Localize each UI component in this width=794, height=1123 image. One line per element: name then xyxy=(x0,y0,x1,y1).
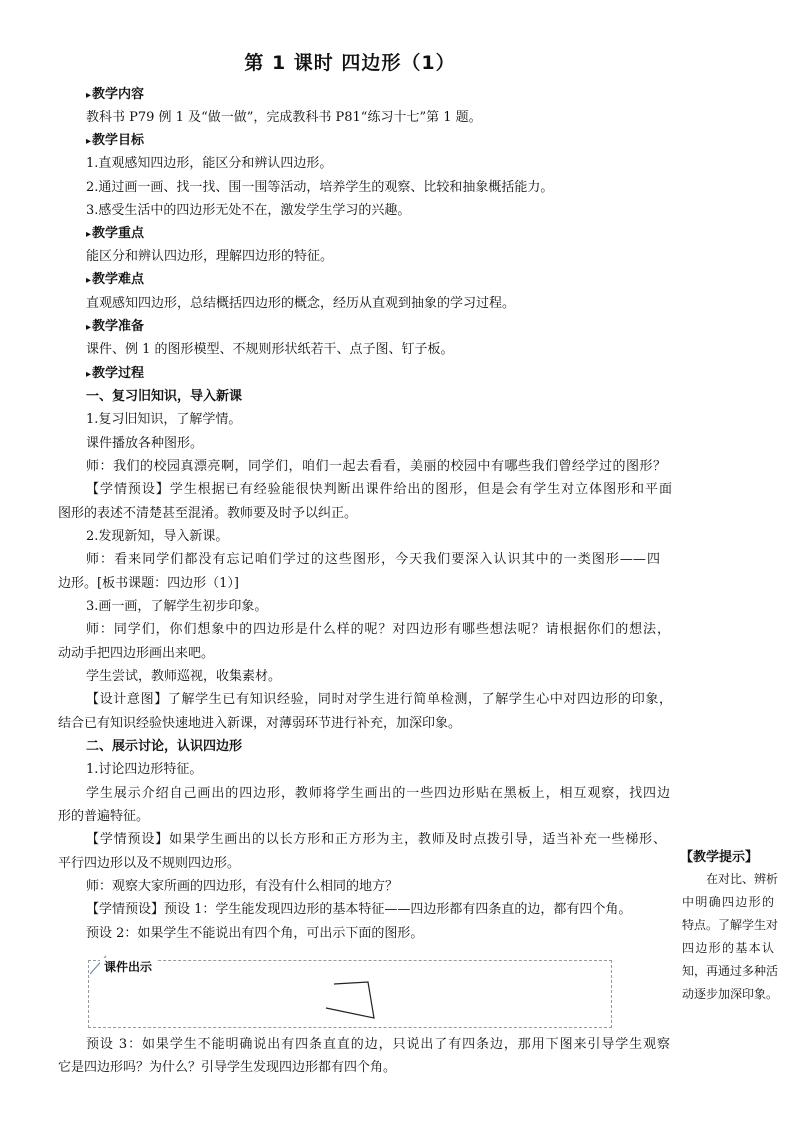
paragraph: 课件播放各种图形。 xyxy=(86,436,204,451)
prep-text: 课件、例 1 的图形模型、不规则形状纸若干、点子图、钉子板。 xyxy=(86,342,454,357)
section-heading-process: ▸ 教学过程 xyxy=(86,366,144,383)
section-heading-prep: ▸ 教学准备 xyxy=(86,319,144,336)
difficulty-text: 直观感知四边形，总结概括四边形的概念，经历从直观到抽象的学习过程。 xyxy=(86,296,516,311)
quadrilateral-figure xyxy=(320,980,376,1020)
paragraph: 学生尝试，教师巡视，收集素材。 xyxy=(86,669,282,684)
process-part-2: 二、展示讨论，认识四边形 xyxy=(86,739,243,754)
paragraph: 【学情预设】如果学生画出的以长方形和正方形为主，教师及时点拨引导，适当补充一些梯形、 xyxy=(86,832,666,847)
section-heading-focus: ▸ 教学重点 xyxy=(86,226,144,243)
paragraph: 边形。[板书课题：四边形（1）] xyxy=(58,576,239,591)
paragraph: 动动手把四边形画出来吧。 xyxy=(58,646,215,661)
paragraph: 【设计意图】了解学生已有知识经验，同时对学生进行简单检测，了解学生心中对四边形的印象， xyxy=(86,692,672,707)
paragraph: 1.复习旧知识，了解学情。 xyxy=(86,412,242,427)
paragraph: 2.发现新知，导入新课。 xyxy=(86,529,229,544)
sidebar-line: 动逐步加深印象。 xyxy=(682,987,779,1001)
paragraph: 图形的表述不清楚甚至混淆。教师要及时予以纠正。 xyxy=(58,506,358,521)
paragraph: 3.画一画，了解学生初步印象。 xyxy=(86,599,268,614)
paragraph: 师：同学们，你们想象中的四边形是什么样的呢？对四边形有哪些想法呢？请根据你们的想法， xyxy=(86,622,670,637)
sidebar-line: 特点。了解学生对 xyxy=(682,918,779,932)
sidebar-line: 知，再通过多种活 xyxy=(682,964,779,978)
paragraph: 预设 3：如果学生不能明确说出有四条直直的边，只说出了有四条边，那用下图来引导学生观察 xyxy=(86,1037,670,1052)
paragraph: 结合已有知识经验快速地进入新课，对薄弱环节进行补充，加深印象。 xyxy=(58,716,462,731)
paragraph: 【学情预设】预设 1：学生能发现四边形的基本特征——四边形都有四条直的边，都有四个角。 xyxy=(86,902,632,917)
focus-text: 能区分和辨认四边形，理解四边形的特征。 xyxy=(86,249,334,264)
paragraph: 形的普遍特征。 xyxy=(58,809,150,824)
sidebar-title: 【教学提示】 xyxy=(680,850,759,865)
paragraph: 师：我们的校园真漂亮啊，同学们，咱们一起去看看，美丽的校园中有哪些我们曾经学过的图形？ xyxy=(86,459,666,474)
paragraph: 平行四边形以及不规则四边形。 xyxy=(58,856,241,871)
paragraph: 1.讨论四边形特征。 xyxy=(86,762,203,777)
content-text: 教科书 P79 例 1 及“做一做”，完成教科书 P81“练习十七”第 1 题。 xyxy=(86,110,482,125)
section-heading-goals: ▸ 教学目标 xyxy=(86,133,144,150)
sidebar-line: 中明确四边形的 xyxy=(682,895,774,909)
section-heading-difficulty: ▸ 教学难点 xyxy=(86,272,144,289)
goal-item: 1.直观感知四边形，能区分和辨认四边形。 xyxy=(86,156,333,171)
paragraph: 它是四边形吗？为什么？引导学生发现四边形都有四个角。 xyxy=(58,1060,397,1075)
lesson-title: 第 1 课时 四边形（1） xyxy=(244,52,456,74)
goal-item: 3.感受生活中的四边形无处不在，激发学生学习的兴趣。 xyxy=(86,203,411,218)
paragraph: 师：观察大家所画的四边形，有没有什么相同的地方？ xyxy=(86,879,399,894)
paragraph: 【学情预设】学生根据已有经验能很快判断出课件给出的图形，但是会有学生对立体图形和平面 xyxy=(86,482,672,497)
process-part-1: 一、复习旧知识，导入新课 xyxy=(86,389,243,404)
paragraph: 预设 2：如果学生不能说出有四个角，可出示下面的图形。 xyxy=(86,926,424,941)
sidebar-line: 在对比、辨析 xyxy=(706,872,779,886)
courseware-label: 课件出示 xyxy=(100,958,156,975)
sidebar-line: 四边形的基本认 xyxy=(682,941,774,955)
goal-item: 2.通过画一画、找一找、围一围等活动，培养学生的观察、比较和抽象概括能力。 xyxy=(86,180,554,195)
paragraph: 学生展示介绍自己画出的四边形，教师将学生画出的一些四边形贴在黑板上，相互观察，找四边 xyxy=(86,786,670,801)
section-heading-content: ▸ 教学内容 xyxy=(86,87,144,104)
paragraph: 师：看来同学们都没有忘记咱们学过的这些图形，今天我们要深入认识其中的一类图形——四 xyxy=(86,552,660,567)
